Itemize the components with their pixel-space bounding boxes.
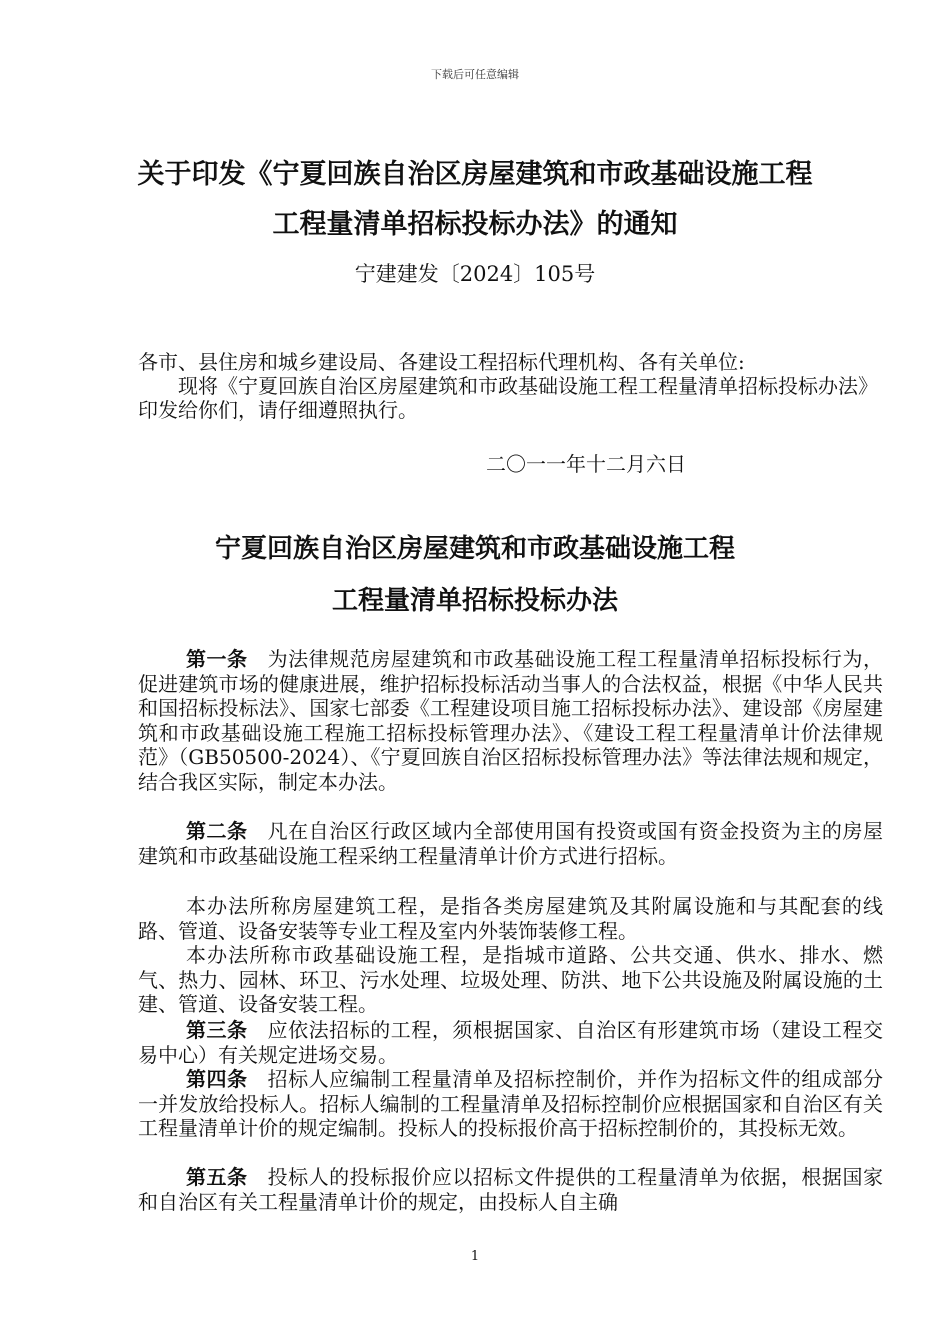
- notice-body: 现将《宁夏回族自治区房屋建筑和市政基础设施工程工程量清单招标投标办法》印发给你们，请仔细遵照执行。: [138, 374, 878, 422]
- article-text: 投标人的投标报价应以招标文件提供的工程量清单为依据，根据国家和自治区有关工程量清单计价的规定，由投标人自主确: [138, 1165, 883, 1214]
- page-number: 1: [470, 1249, 480, 1264]
- article-text: 本办法所称市政基础设施工程，是指城市道路、公共交通、供水、排水、燃气、热力、园林、环卫、污水处理、垃圾处理、防洪、地下公共设施及附属设施的土建、管道、设备安装工程。: [138, 943, 883, 1016]
- addressee: 各市、县住房和城乡建设局、各建设工程招标代理机构、各有关单位:: [138, 350, 745, 374]
- article-label: 第二条: [186, 819, 248, 843]
- issue-date: 二〇一一年十二月六日: [486, 452, 686, 476]
- document-number: 宁建建发〔2024〕105号: [354, 262, 596, 286]
- article-2-paragraph-2: [138, 894, 883, 943]
- header-note: 下载后可任意编辑: [431, 68, 519, 81]
- article-label: 第三条: [186, 1018, 248, 1042]
- article-text: 本办法所称房屋建筑工程，是指各类房屋建筑及其附属设施和与其配套的线路、管道、设备安装等专业工程及室内外装饰装修工程。: [138, 894, 883, 943]
- article-label: 第一条: [186, 647, 248, 671]
- article-text: 招标人应编制工程量清单及招标控制价，并作为招标文件的组成部分一并发放给投标人。招标人编制的工程量清单及招标控制价应根据国家和自治区有关工程量清单计价的规定编制。投标人的投标报价高于招标控制价的，其投标无效。: [138, 1067, 883, 1140]
- article-label: 第五条: [186, 1165, 248, 1189]
- article-label: 第四条: [186, 1067, 248, 1091]
- notice-title-line1: 关于印发《宁夏回族自治区房屋建筑和市政基础设施工程: [137, 159, 813, 190]
- article-5: [138, 1165, 883, 1214]
- article-2: [138, 819, 883, 868]
- article-1: [138, 647, 883, 794]
- article-text: 凡在自治区行政区域内全部使用国有投资或国有资金投资为主的房屋建筑和市政基础设施工程采纳工程量清单计价方式进行招标。: [138, 819, 883, 868]
- article-text: 为法律规范房屋建筑和市政基础设施工程工程量清单招标投标行为，促进建筑市场的健康进展，维护招标投标活动当事人的合法权益，根据《中华人民共和国招标投标法》、国家七部委《工程建设项目施工招标投标办法》、建设部《房屋建筑和市政基础设施工程施工招标投标管理办法》、《建设工程工程量清单计价法律规范》（GB50500-2024）、《宁夏回族自治区招标投标管理办法》等法律法规和规定，结合我区实际，制定本办法。: [138, 647, 883, 794]
- article-4: [138, 1067, 883, 1141]
- measures-title-line2: 工程量清单招标投标办法: [331, 586, 618, 616]
- article-3: [138, 1018, 883, 1067]
- article-2-paragraph-3: [138, 943, 883, 1017]
- article-text: 应依法招标的工程，须根据国家、自治区有形建筑市场（建设工程交易中心）有关规定进场交易。: [138, 1018, 883, 1067]
- measures-title-line1: 宁夏回族自治区房屋建筑和市政基础设施工程: [214, 534, 735, 564]
- notice-title-line2: 工程量清单招标投标办法》的通知: [272, 209, 678, 240]
